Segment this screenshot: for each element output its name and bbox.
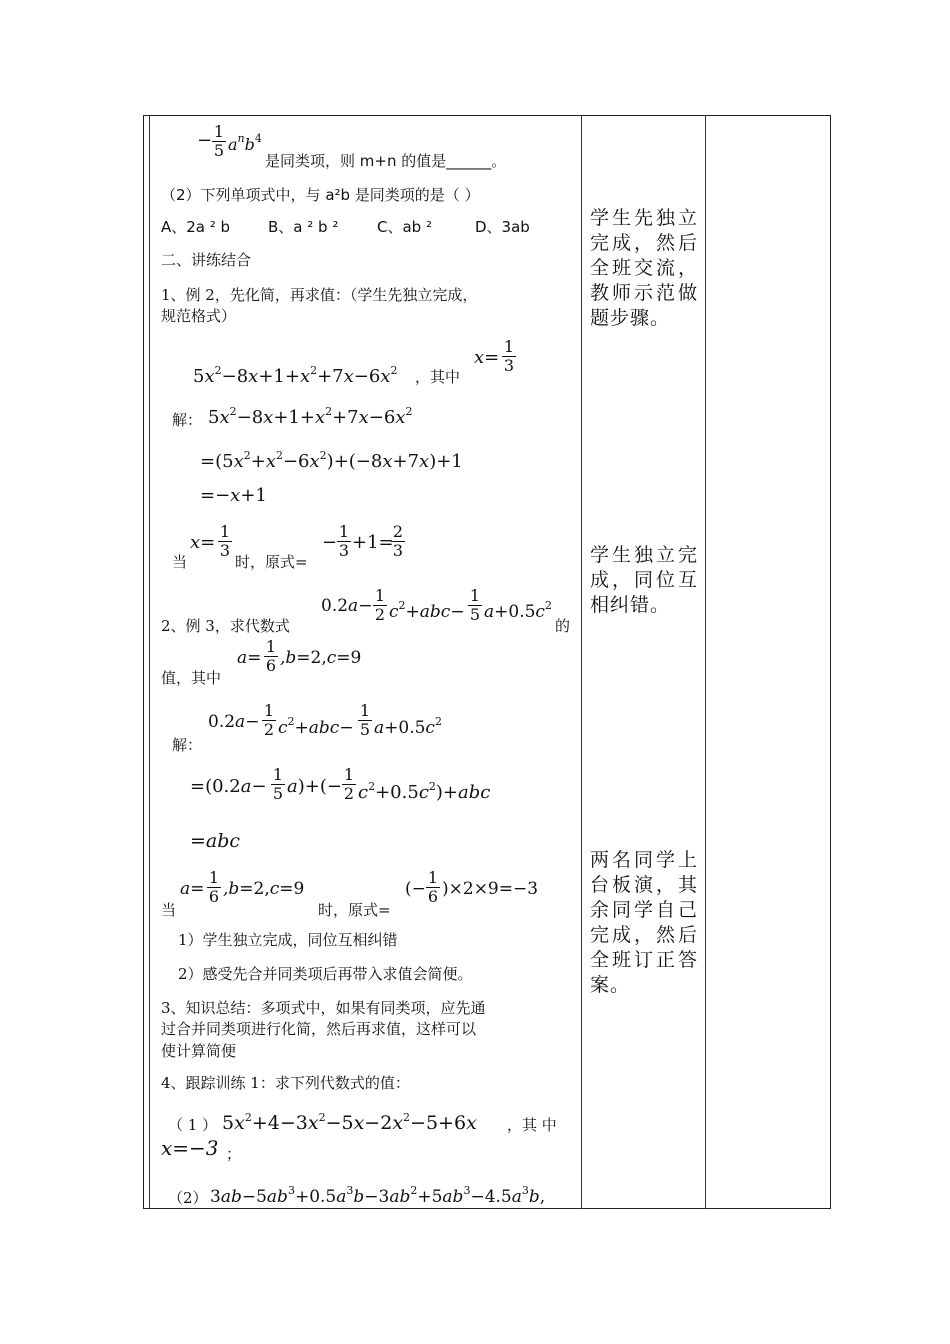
track1-expression: $5x^2+4-3x^2-5x-2x^2-5+6x$ xyxy=(222,1111,477,1134)
teacher-note-c: 两名同学上台板演，其余同学自己完成，然后全班订正答案。 xyxy=(590,849,698,996)
note-1: 1）学生独立完成，同位互相纠错 xyxy=(178,931,398,949)
fraction-one-third xyxy=(218,523,232,560)
example3-de: 的 xyxy=(555,617,571,635)
section-heading: 二、讲练结合 xyxy=(161,251,252,269)
example3-label: 2、例 3，求代数式 xyxy=(161,617,290,635)
fraction-one-sixth xyxy=(264,638,278,675)
q1-text: 是同类项，则 m+n 的值是______。 xyxy=(265,152,507,170)
when-a-equals: a= xyxy=(180,879,205,899)
example3-expr-part1: 0.2a− xyxy=(321,596,373,616)
numerator: 1 xyxy=(427,868,439,887)
q2-text: （2）下列单项式中，与 a²b 是同类项的是（ ） xyxy=(161,186,480,204)
when-label: 当 xyxy=(161,901,177,919)
solution-label: 解： xyxy=(172,411,203,429)
teacher-note-b: 学生独立完成，同位互相纠错。 xyxy=(590,544,698,616)
summary-line3: 使计算简便 xyxy=(161,1042,237,1060)
numerator: 1 xyxy=(343,765,355,784)
track1-where: ，其 中 xyxy=(507,1116,557,1134)
summary-line2: 过合并同类项进行化简，然后再求值，这样可以 xyxy=(161,1020,477,1038)
solution3-line2-part1: =(0.2a− xyxy=(190,776,267,797)
solution-label: 解： xyxy=(172,736,203,754)
numerator: 1 xyxy=(272,765,284,784)
fraction-one-fifth xyxy=(358,702,372,739)
denominator: 5 xyxy=(213,141,225,160)
denominator: 5 xyxy=(272,784,284,803)
track1-x-value: x=−3 xyxy=(161,1136,219,1160)
example2-expression: $5x^2-8x+1+x^2+7x-6x^2$ xyxy=(193,364,398,387)
solution3-line1-part2: $c^2+abc-$ xyxy=(278,715,354,738)
denominator: 3 xyxy=(338,541,350,560)
track2-expression: $3ab-5ab^3+0.5a^3b-3ab^2+5ab^3-4.5a^3b$, xyxy=(210,1184,546,1207)
fraction-two-thirds xyxy=(391,523,405,560)
fraction-one-half xyxy=(342,766,356,803)
q1-monomial: $a^nb^4$ xyxy=(228,132,262,154)
solution3-line2-part3: $c^2+0.5c^2)+abc$ xyxy=(358,780,491,803)
plus-one-equals: +1= xyxy=(352,532,394,553)
q2-option-b: B、a ² b ² xyxy=(268,218,339,236)
solution3-line3: =abc xyxy=(190,830,241,852)
teacher-note-a: 学生先独立完成，然后全班交流，教师示范做题步骤。 xyxy=(590,207,698,329)
numerator: 1 xyxy=(213,122,225,141)
minus-sign: − xyxy=(322,532,338,553)
q2-option-a: A、2a ² b xyxy=(161,218,231,236)
numerator: 1 xyxy=(503,337,515,356)
column-divider-1 xyxy=(581,115,582,1209)
when-label: 当 xyxy=(172,553,188,571)
example3-value-where: 值，其中 xyxy=(161,669,222,687)
solution3-line2-part2: a)+(− xyxy=(287,776,342,797)
result-tail: )×2×9=−3 xyxy=(442,879,539,899)
track2-label: （2） xyxy=(168,1189,208,1207)
numerator: 1 xyxy=(469,586,481,605)
fraction-one-half xyxy=(262,702,276,739)
fraction-one-fifth xyxy=(212,123,226,160)
denominator: 6 xyxy=(208,887,220,906)
solution3-line1-part3: $a+0.5c^2$ xyxy=(374,715,442,738)
numerator: 1 xyxy=(265,637,277,656)
example3-expr-part2: $c^2+abc-$ xyxy=(389,599,465,622)
example2-x-equals: x= xyxy=(474,347,500,368)
numerator: 1 xyxy=(219,522,231,541)
fraction-one-fifth xyxy=(468,587,482,624)
summary-line1: 3、知识总结：多项式中，如果有同类项，应先通 xyxy=(161,999,486,1017)
denominator: 2 xyxy=(263,720,275,739)
track1-semicolon: ； xyxy=(226,1145,242,1163)
denominator: 3 xyxy=(503,356,515,375)
example2-title-line2: 规范格式） xyxy=(161,307,237,325)
minus-sign: − xyxy=(197,130,213,151)
note-2: 2）感受先合并同类项后再带入求值会简便。 xyxy=(178,965,473,983)
denominator: 3 xyxy=(219,541,231,560)
when-result-label: 时，原式= xyxy=(318,901,391,919)
example3-bc-values: ,b=2,c=9 xyxy=(280,648,362,668)
track-title: 4、跟踪训练 1：求下列代数式的值： xyxy=(161,1074,410,1092)
track1-label: （ 1 ） xyxy=(168,1116,218,1134)
fraction-one-fifth xyxy=(271,766,285,803)
q2-option-c: C、ab ² xyxy=(377,218,432,236)
example2-where: ，其中 xyxy=(415,368,461,386)
q2-option-d: D、3ab xyxy=(475,218,530,236)
denominator: 3 xyxy=(392,541,404,560)
when-bc-values: ,b=2,c=9 xyxy=(223,879,305,899)
fraction-one-sixth xyxy=(207,869,221,906)
numerator: 2 xyxy=(392,522,404,541)
denominator: 5 xyxy=(359,720,371,739)
column-divider-2 xyxy=(705,115,706,1209)
when-x-equals: x= xyxy=(190,532,216,553)
numerator: 1 xyxy=(359,701,371,720)
fraction-one-third xyxy=(337,523,351,560)
example3-a-equals: a= xyxy=(237,648,262,668)
fraction-one-third xyxy=(502,338,516,375)
denominator: 2 xyxy=(343,784,355,803)
numerator: 1 xyxy=(208,868,220,887)
solution-line2: $=(5x^2+x^2-6x^2)+(-8x+7x)+1$ xyxy=(200,449,463,472)
denominator: 2 xyxy=(374,605,386,624)
fraction-one-sixth xyxy=(426,869,440,906)
solution-line1: $5x^2-8x+1+x^2+7x-6x^2$ xyxy=(208,405,413,428)
result-open-paren: (− xyxy=(405,879,426,899)
table-inner-border xyxy=(149,115,150,1209)
numerator: 1 xyxy=(338,522,350,541)
denominator: 6 xyxy=(265,656,277,675)
example3-expr-part3: $a+0.5c^2$ xyxy=(484,599,552,622)
solution3-line1-part1: 0.2a− xyxy=(208,712,260,732)
solution-line3: =−x+1 xyxy=(200,485,267,506)
numerator: 1 xyxy=(374,586,386,605)
denominator: 6 xyxy=(427,887,439,906)
example2-title-line1: 1、例 2，先化简，再求值：（学生先独立完成， xyxy=(161,286,478,304)
numerator: 1 xyxy=(263,701,275,720)
denominator: 5 xyxy=(469,605,481,624)
when-result-label: 时，原式= xyxy=(235,553,308,571)
fraction-one-half xyxy=(373,587,387,624)
